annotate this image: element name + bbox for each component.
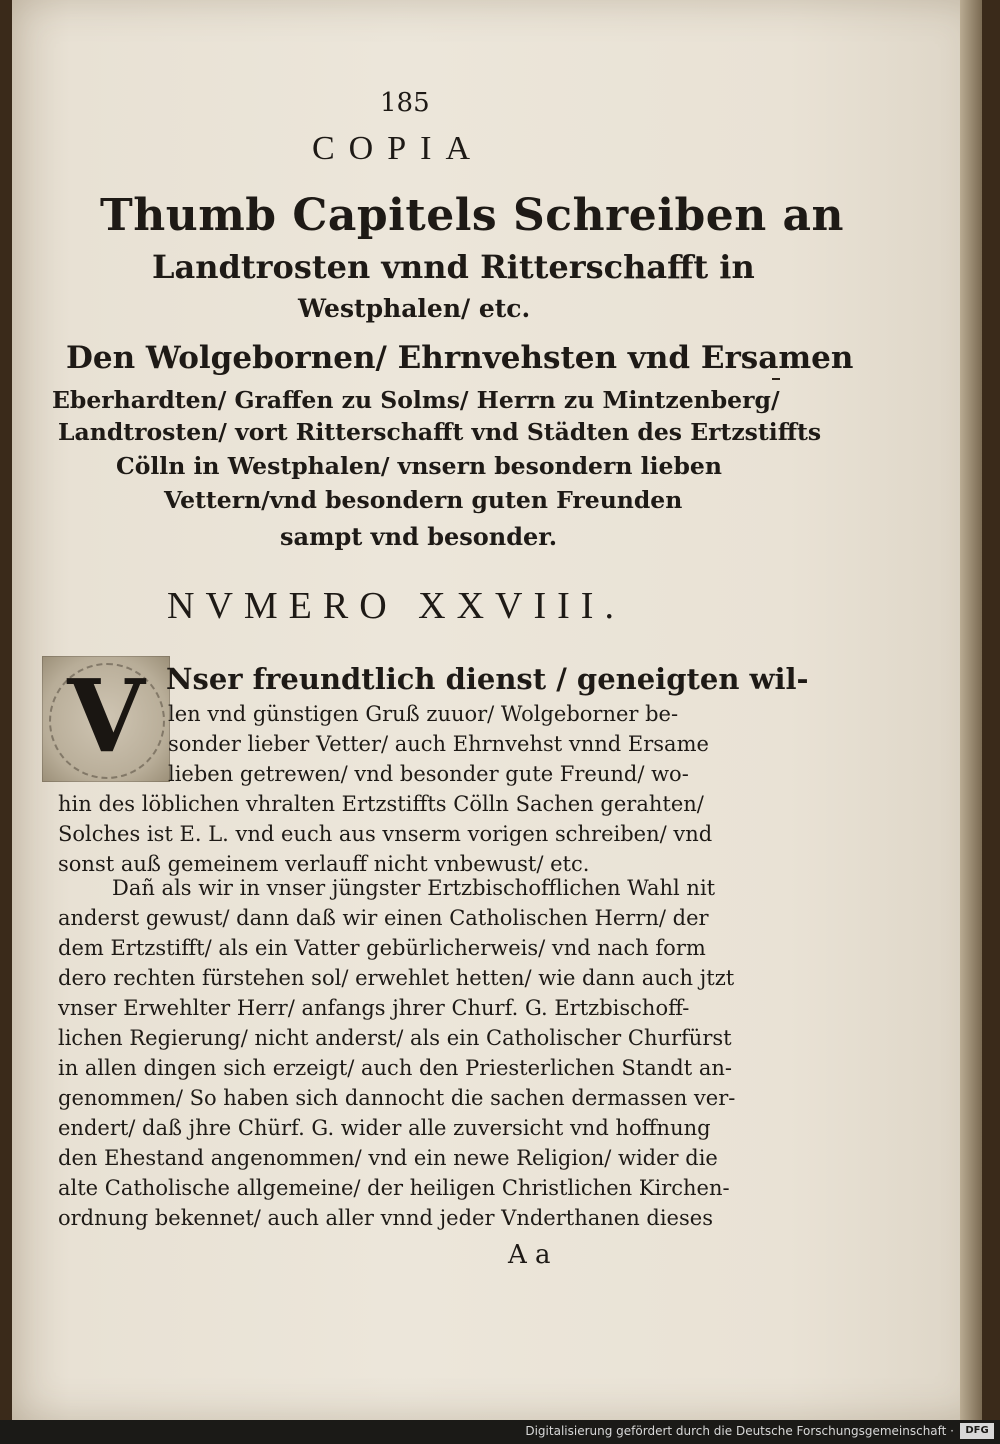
- title-line-3: Westphalen/ etc.: [298, 294, 531, 323]
- page-number: 185: [380, 88, 430, 118]
- body-line: sonst auß gemeinem verlauff nicht vnbewust/ etc.: [58, 852, 590, 876]
- address-line-1: Den Wolgebornen/ Ehrnvehsten vnd Ersamen: [66, 340, 854, 376]
- address-line-3: Landtrosten/ vort Ritterschafft vnd Städten des Ertzstiffts: [58, 418, 822, 446]
- section-number: NVMERO XXVIII.: [167, 585, 625, 627]
- body-line: lichen Regierung/ nicht anderst/ als ein Catholischer Churfürst: [58, 1026, 732, 1050]
- footer-bar: [0, 1420, 1000, 1444]
- page-heading: COPIA: [312, 130, 485, 167]
- dfg-logo-icon: DFG: [960, 1423, 994, 1439]
- body-line: sonder lieber Vetter/ auch Ehrnvehst vnnd Ersame: [168, 732, 709, 756]
- body-line: ordnung bekennet/ auch aller vnnd jeder Vnderthanen dieses: [58, 1206, 713, 1230]
- body-line: anderst gewust/ dann daß wir einen Catholischen Herrn/ der: [58, 906, 709, 930]
- body-line: len vnd günstigen Gruß zuuor/ Wolgeborner be-: [168, 702, 679, 726]
- title-line-1: Thumb Capitels Schreiben an: [100, 190, 845, 241]
- body-line: hin des löblichen vhralten Ertzstiffts Cölln Sachen gerahten/: [58, 792, 704, 816]
- margin-mark: [772, 378, 780, 380]
- address-line-5: Vettern/vnd besondern guten Freunden: [164, 486, 683, 514]
- body-line: alte Catholische allgemeine/ der heiligen Christlichen Kirchen-: [58, 1176, 730, 1200]
- decorated-initial: [42, 656, 170, 782]
- address-line-2: Eberhardten/ Graffen zu Solms/ Herrn zu Mintzenberg/: [52, 386, 780, 414]
- body-line: dero rechten fürstehen sol/ erwehlet hetten/ wie dann auch jtzt: [58, 966, 735, 990]
- body-line: endert/ daß jhre Chürf. G. wider alle zuversicht vnd hoffnung: [58, 1116, 711, 1140]
- body-line: Solches ist E. L. vnd euch aus vnserm vorigen schreiben/ vnd: [58, 822, 713, 846]
- title-line-2: Landtrosten vnnd Ritterschafft in: [152, 248, 755, 286]
- body-line: genommen/ So haben sich dannocht die sachen dermassen ver-: [58, 1086, 736, 1110]
- body-line: den Ehestand angenommen/ vnd ein newe Religion/ wider die: [58, 1146, 718, 1170]
- body-line: vnser Erwehlter Herr/ anfangs jhrer Churf. G. Ertzbischoff-: [58, 996, 690, 1020]
- body-line: Dañ als wir in vnser jüngster Ertzbischofflichen Wahl nit: [112, 876, 716, 900]
- book-page: [12, 0, 982, 1420]
- body-line: lieben getrewen/ vnd besonder gute Freund/ wo-: [168, 762, 689, 786]
- page-edge: [960, 0, 982, 1420]
- body-first-line: Nser freundtlich dienst / geneigten wil-: [166, 662, 809, 696]
- body-line: dem Ertzstifft/ als ein Vatter gebürlicherweis/ vnd nach form: [58, 936, 706, 960]
- funding-credit: Digitalisierung gefördert durch die Deutsche Forschungsgemeinschaft ·: [525, 1424, 954, 1438]
- initial-letter: V: [67, 657, 145, 775]
- address-line-4: Cölln in Westphalen/ vnsern besondern lieben: [116, 452, 722, 480]
- address-line-6: sampt vnd besonder.: [280, 522, 558, 551]
- signature-mark: A a: [508, 1240, 551, 1270]
- body-line: in allen dingen sich erzeigt/ auch den Priesterlichen Standt an-: [58, 1056, 732, 1080]
